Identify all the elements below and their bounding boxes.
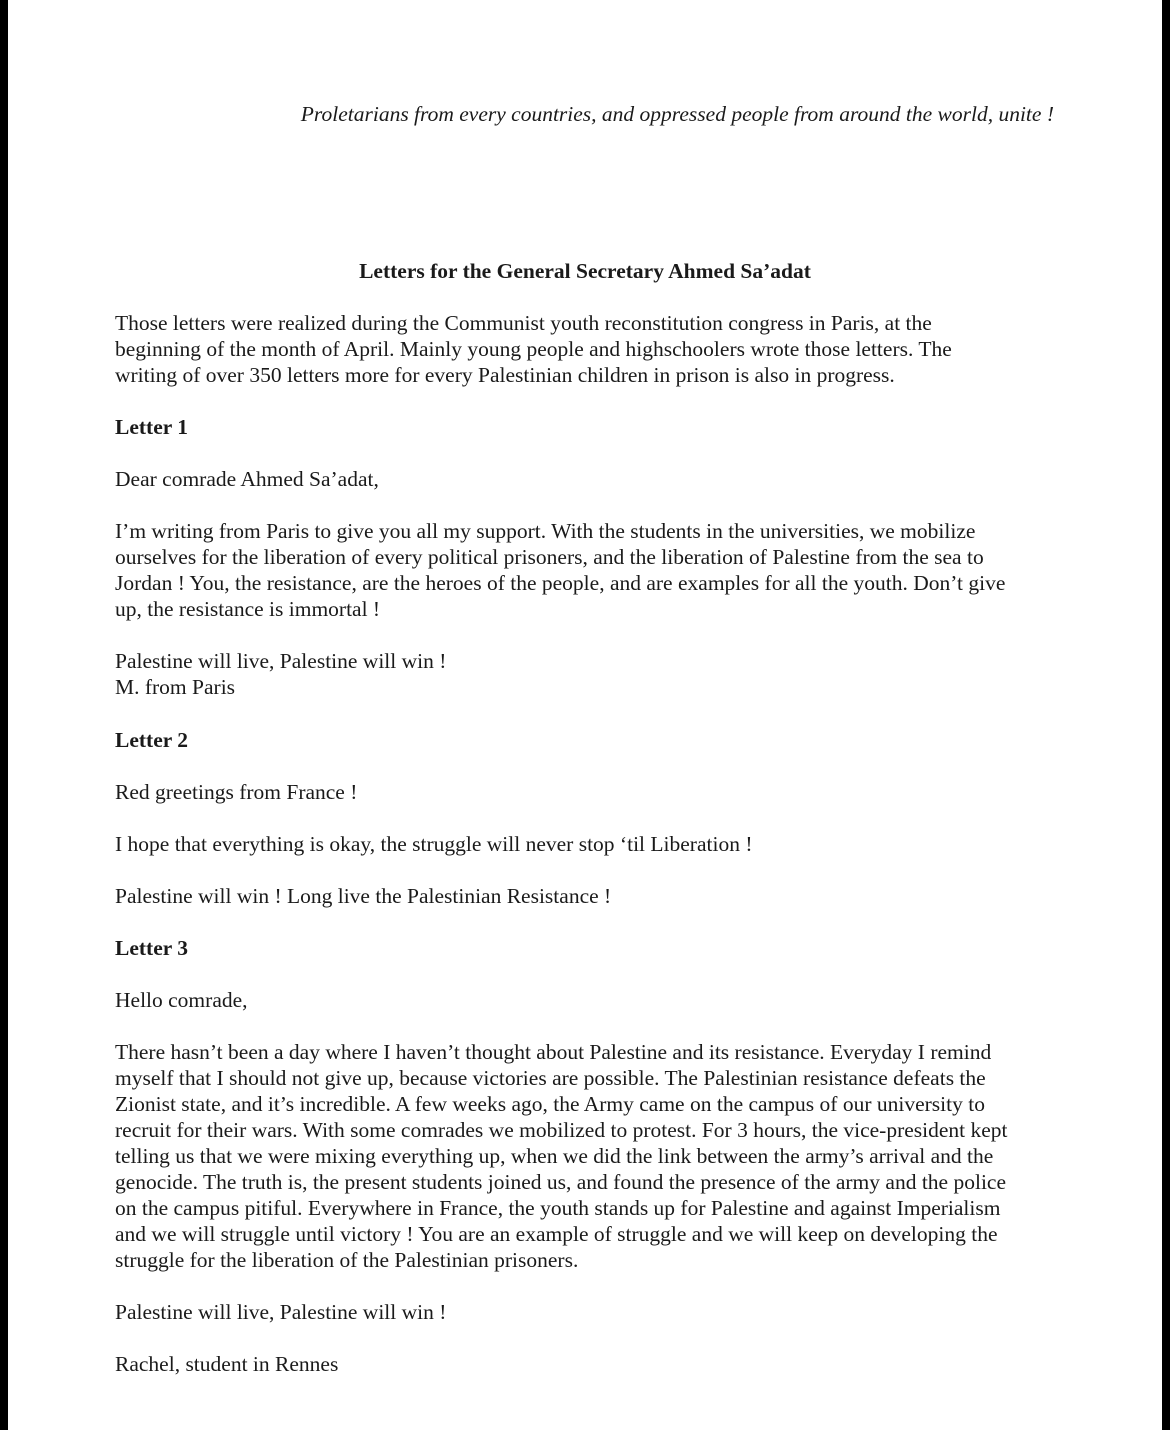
letter-1-line: I’m writing from Paris to give you all my support. With the students in the universities, we mobilize bbox=[115, 519, 976, 543]
letter-1-greeting: Dear comrade Ahmed Sa’adat, bbox=[115, 467, 379, 491]
letter-1-line: ourselves for the liberation of every political prisoners, and the liberation of Palestine from the sea to bbox=[115, 545, 984, 569]
motto: Proletarians from every countries, and oppressed people from around the world, unite ! bbox=[300, 102, 1054, 126]
letter-1-closing-block bbox=[115, 648, 1075, 700]
letter-3-line: recruit for their wars. With some comrades we mobilized to protest. For 3 hours, the vice-president kept bbox=[115, 1118, 1008, 1142]
letter-2-body bbox=[115, 831, 1075, 857]
letter-3-line: and we will struggle until victory ! You are an example of struggle and we will keep on developing the bbox=[115, 1222, 998, 1246]
letter-3-closing: Palestine will live, Palestine will win ! bbox=[115, 1300, 447, 1324]
letter-2-line: I hope that everything is okay, the struggle will never stop ‘til Liberation ! bbox=[115, 832, 753, 856]
letter-3-line: struggle for the liberation of the Palestinian prisoners. bbox=[115, 1248, 579, 1272]
letter-3-body bbox=[115, 1039, 1075, 1273]
letter-2-closing: Palestine will win ! Long live the Palestinian Resistance ! bbox=[115, 884, 612, 908]
intro-line: beginning of the month of April. Mainly young people and highschoolers wrote those letters. The bbox=[115, 337, 952, 361]
letter-2-heading: Letter 2 bbox=[115, 728, 189, 752]
letter-3-line: There hasn’t been a day where I haven’t thought about Palestine and its resistance. Everyday I remind bbox=[115, 1040, 992, 1064]
letter-3-line: myself that I should not give up, because victories are possible. The Palestinian resistance defeats the bbox=[115, 1066, 986, 1090]
letter-3-signature: Rachel, student in Rennes bbox=[115, 1352, 339, 1376]
document-title: Letters for the General Secretary Ahmed Sa’adat bbox=[359, 259, 811, 283]
intro-line: Those letters were realized during the Communist youth reconstitution congress in Paris, at the bbox=[115, 311, 932, 335]
letter-1-closing: Palestine will live, Palestine will win ! bbox=[115, 649, 447, 673]
document-page bbox=[8, 0, 1162, 1430]
letter-1-line: Jordan ! You, the resistance, are the heroes of the people, and are examples for all the youth. Don’t give bbox=[115, 571, 1006, 595]
letter-3-line: on the campus pitiful. Everywhere in France, the youth stands up for Palestine and against Imperialism bbox=[115, 1196, 1001, 1220]
intro-paragraph bbox=[115, 310, 1075, 388]
letter-3-line: telling us that we were mixing everything up, when we did the link between the army’s arrival and the bbox=[115, 1144, 994, 1168]
letter-1-signature: M. from Paris bbox=[115, 675, 236, 699]
letter-3-line: genocide. The truth is, the present students joined us, and found the presence of the army and the police bbox=[115, 1170, 1007, 1194]
letter-2-greeting: Red greetings from France ! bbox=[115, 780, 358, 804]
letter-3-heading: Letter 3 bbox=[115, 936, 189, 960]
letter-3-line: Zionist state, and it’s incredible. A few weeks ago, the Army came on the campus of our university to bbox=[115, 1092, 985, 1116]
letter-3-greeting: Hello comrade, bbox=[115, 988, 248, 1012]
letter-1-heading: Letter 1 bbox=[115, 415, 189, 439]
letter-1-line: up, the resistance is immortal ! bbox=[115, 597, 381, 621]
letter-1-body bbox=[115, 518, 1075, 622]
intro-line: writing of over 350 letters more for every Palestinian children in prison is also in progress. bbox=[115, 363, 895, 387]
